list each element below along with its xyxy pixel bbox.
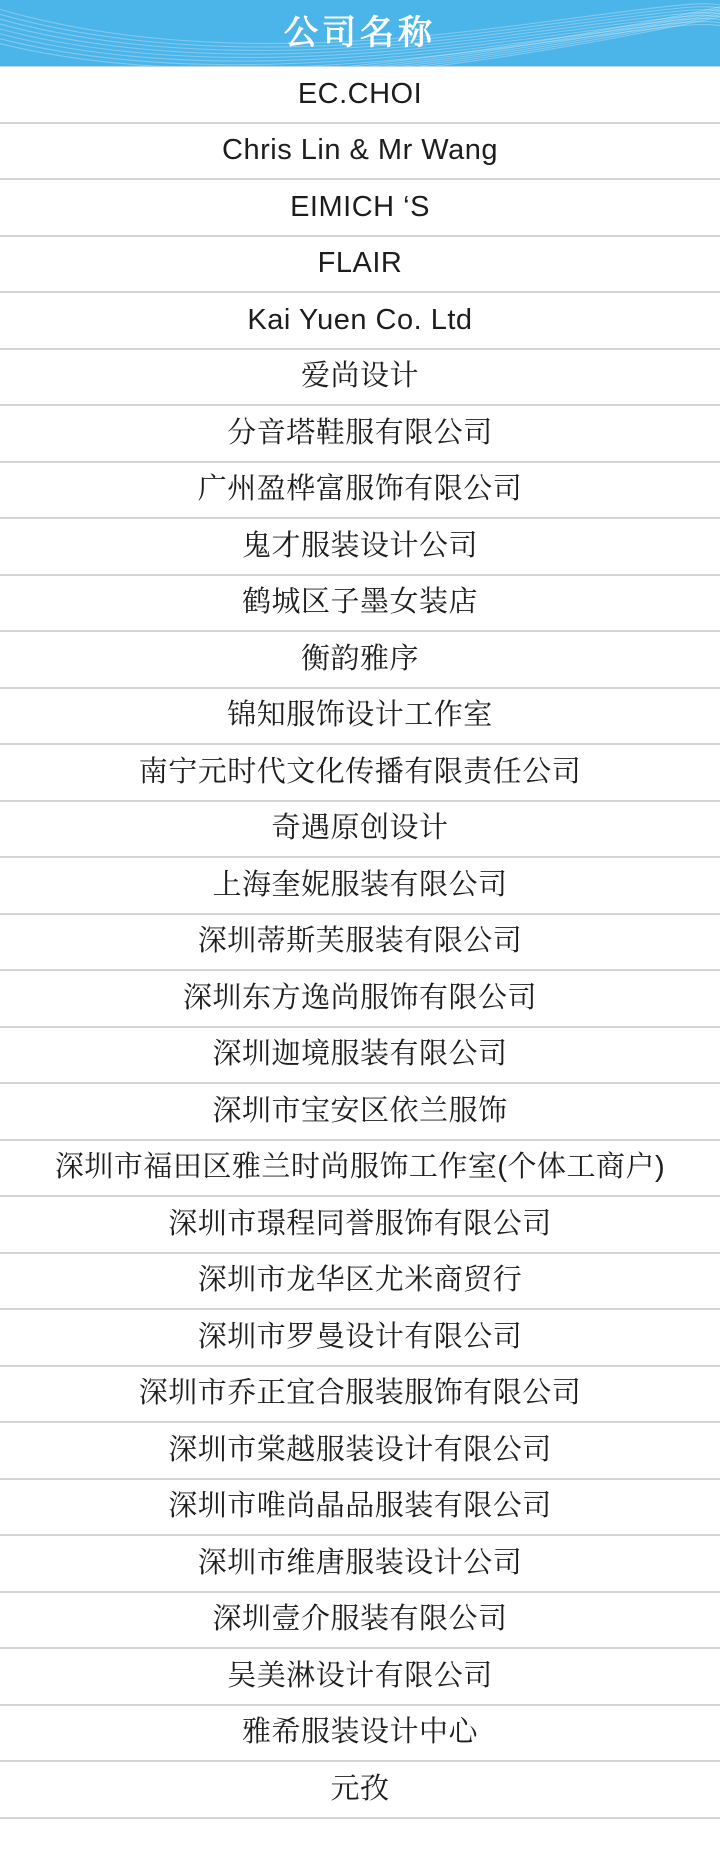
company-name: EIMICH ‘S: [290, 190, 430, 223]
table-row: [0, 1367, 720, 1424]
company-name: 深圳市唯尚晶品服装有限公司: [168, 1490, 552, 1523]
company-name: 锦知服饰设计工作室: [227, 699, 493, 732]
company-name: 分音塔鞋服有限公司: [227, 416, 493, 449]
table-row: [0, 1649, 720, 1706]
company-name: 上海奎妮服装有限公司: [212, 868, 508, 901]
table-row: [0, 180, 720, 237]
table-row: [0, 745, 720, 802]
company-name: 吴美淋设计有限公司: [227, 1659, 493, 1692]
company-name: 元孜: [330, 1772, 390, 1805]
table-row: [0, 67, 720, 124]
company-name: 深圳东方逸尚服饰有限公司: [182, 981, 537, 1014]
company-name: 鬼才服装设计公司: [241, 529, 478, 562]
company-name: 深圳市福田区雅兰时尚服饰工作室(个体工商户): [54, 1151, 666, 1184]
table-row: [0, 689, 720, 746]
company-list: [0, 67, 720, 1819]
table-row: [0, 350, 720, 407]
table-row: [0, 124, 720, 181]
table-row: [0, 971, 720, 1028]
company-name: Chris Lin & Mr Wang: [222, 134, 498, 167]
table-row: [0, 1084, 720, 1141]
table-row: [0, 293, 720, 350]
company-name: 爱尚设计: [300, 360, 419, 393]
table-row: [0, 1480, 720, 1537]
company-name: 深圳市维唐服装设计公司: [197, 1546, 523, 1579]
company-name: 深圳市罗曼设计有限公司: [197, 1320, 523, 1353]
company-name: 广州盈桦富服饰有限公司: [197, 473, 523, 506]
table-row: [0, 463, 720, 520]
column-header-company-name: 公司名称: [284, 14, 436, 52]
company-name: 深圳市龙华区尤米商贸行: [197, 1264, 523, 1297]
table-row: [0, 1423, 720, 1480]
table-row: [0, 237, 720, 294]
table-row: [0, 858, 720, 915]
company-name: 深圳市乔正宜合服装服饰有限公司: [138, 1377, 582, 1410]
table-row: [0, 1310, 720, 1367]
table-row: [0, 576, 720, 633]
company-name: 南宁元时代文化传播有限责任公司: [138, 755, 582, 788]
table-header-banner: [0, 0, 720, 67]
table-row: [0, 519, 720, 576]
company-name: 深圳壹介服装有限公司: [212, 1603, 508, 1636]
table-row: [0, 1706, 720, 1763]
table-row: [0, 1141, 720, 1198]
table-row: [0, 1197, 720, 1254]
table-row: [0, 802, 720, 859]
table-row: [0, 632, 720, 689]
table-row: [0, 1254, 720, 1311]
company-name: 深圳蒂斯芙服装有限公司: [197, 925, 523, 958]
company-name: 深圳市璟程同誉服饰有限公司: [168, 1207, 552, 1240]
company-name: FLAIR: [317, 247, 403, 280]
table-row: [0, 1762, 720, 1819]
company-name: 鹤城区子墨女装店: [241, 586, 478, 619]
company-name: 深圳市宝安区依兰服饰: [212, 1094, 508, 1127]
table-row: [0, 406, 720, 463]
table-row: [0, 1028, 720, 1085]
table-row: [0, 1593, 720, 1650]
table-row: [0, 1536, 720, 1593]
company-name: Kai Yuen Co. Ltd: [247, 303, 473, 336]
company-name: 衡韵雅序: [300, 642, 419, 675]
table-row: [0, 915, 720, 972]
company-name: 深圳市棠越服装设计有限公司: [168, 1433, 552, 1466]
company-name: 奇遇原创设计: [271, 812, 449, 845]
company-name: 深圳迦境服装有限公司: [212, 1038, 508, 1071]
company-name: 雅希服装设计中心: [241, 1716, 478, 1749]
company-name: EC.CHOI: [297, 77, 423, 110]
